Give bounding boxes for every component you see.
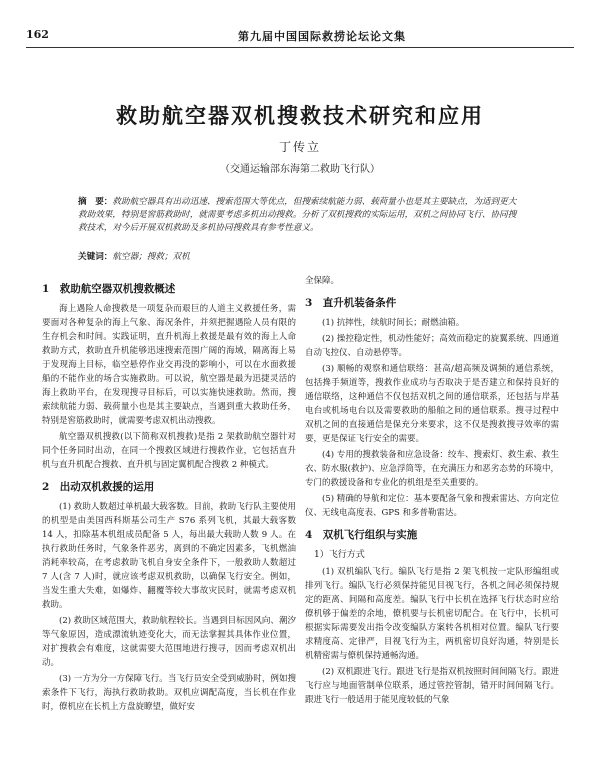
- paragraph: 海上遇险人命搜救是一项复杂而艰巨的人道主义救援任务，需要面对各种复杂的海上气象、海况条件，并须把握遇险人员有限的生存机会和时间。实践证明，直升机海上救援是最有效的海上人命救助方式，救助直升机能够迅速搜索范围广阔的海域，隔离海上易于发现海上目标，临空悬停作业交再没的影响小，可以在水面救援船的不能作业的场合实施救助。可以说，航空器是最为迅捷灵活的海上救助平台，在发现搜寻目标后，可以实施快速救助。然而，搜索续航能力弱、载荷量小也是其主要缺点，当遇到重大救助任务，特别是窖筋救助时，就需要考虑双机出动搜救。: [42, 304, 296, 426]
- list-item: (2) 操控稳定性，机动性能好；高效而稳定的旋翼系统、四通道自动飞控仪、自动悬停等。: [305, 334, 559, 358]
- paragraph: (1) 救助人数超过单机最大载客数。目前，救助飞行队主要使用的机型是由美国西科斯基公司生产 S76 系列飞机，其最大载客数 14 人，扣除基本机组成员配备 5 人，每出最大载助人数 9 人。在执行救助任务时，气象条件恶劣，离到的不确定因素多，飞机燃油消耗率较高，在考虑救助飞机自身安全条件下，一般救助人数超过 7 人(含 7 人)时，就应该考虑双机救助，以确保飞行安全。例如，当发生重大失难，如爆炸、翻覆等较大事故灾民时，就需考虑双机救助。: [42, 502, 296, 610]
- keywords-text: 航空器；搜救；双机: [112, 252, 190, 262]
- paper-title: 救助航空器双机搜救技术研究和应用: [116, 103, 484, 128]
- list-item: (4) 专用的搜救装备和应急设备：绞车、搜索灯、救生索、救生衣、防水服(救护)、应急浮筒等，在充满压力和恶劣态势的环境中，专门的救援设备和专业化的机组是至关重要的。: [305, 450, 559, 488]
- section-1-heading: 1 救助航空器双机搜救概述: [42, 283, 176, 295]
- paragraph: (3) 一方为分一方保障飞行。当飞行员安全受到威胁时，例如搜索条件下飞行，海执行救助救助。双机应调配高度，当长机在作业时，僚机应在长机上方盘旋瞭望，做好安: [42, 674, 296, 712]
- running-title: 第九届中国国际救捞论坛论文集: [238, 30, 406, 43]
- running-header: [26, 28, 574, 44]
- paragraph: 全保障。: [305, 276, 340, 286]
- header-rule: [26, 47, 574, 48]
- list-item: (3) 顺畅的观察和通信联络：甚高/超高频及调频的通信系统，包括搀手频道等，搜救作业成功与否取决于是否建立和保持良好的通信联络，这种通信不仅包括双机之间的通信联系，还包括与岸基电台或机场电台以及需要救助的船舶之间的通信联系。搜寻过程中双机之间的直接通信是保充分来要求，这不仅是搜救搜寻效率的需要，更是保证飞行安全的需要。: [305, 364, 559, 444]
- section-2-heading: 2 出动双机救援的运用: [42, 481, 155, 493]
- list-item: (5) 精确的导航和定位：基本要配备气象和搜索雷达、方向定位仪、无线电高度表、GPS 和多普勒雷达。: [305, 494, 559, 518]
- abstract-label: 摘 要：: [78, 197, 113, 207]
- keywords: [78, 250, 522, 262]
- paragraph: (2) 救助区域范围大，救助航程较长。当遇到目标因风向、潮汐等气象原因，造成漂流轨迹变化大，而无法掌握其具体作业位置，对扩搜救会有难度，这就需要大范围地进行搜寻，因而考虑双机出动。: [42, 616, 296, 668]
- affiliation: （交通运输部东海第二救助飞行队）: [220, 164, 380, 175]
- paragraph: 航空器双机搜救(以下简称双机搜救)是指 2 架救助航空器针对同个任务同时出动，在同一个搜救区域进行搜救作业，它包括直升机与直升机配合搜救、直升机与固定翼机配合搜救 2 种模式。: [42, 432, 296, 470]
- left-column: [42, 274, 296, 716]
- abstract-text: 救助航空器具有出动迅速、搜索范围大等优点，但搜索续航能力弱、载荷量小也是其主要缺点，为适到更大救助效果，特别是窖筋救助时，就需要考虑多机出动搜救。分析了双机搜救的实际运用，双机之间协同飞行、协同搜救技术，对今后开展双机救助及多机协同搜救具有参考性意义。: [78, 197, 517, 233]
- list-item: (2) 双机跟进飞行。跟进飞行是指双机按照时间间隔飞行。跟进飞行应与地面管制单位联系，通过管控管制，错开时间间隔飞行。跟进飞行一般适用于能见度较低的气象: [305, 667, 559, 705]
- list-item: (1) 抗摔性，续航时间长；耐燃油箱。: [322, 318, 465, 328]
- abstract: [78, 196, 522, 235]
- right-column: [305, 274, 559, 709]
- keywords-label: 关键词：: [78, 252, 113, 262]
- section-4-heading: 4 双机飞行组织与实施: [305, 529, 418, 541]
- list-item: (1) 双机编队飞行。编队飞行是指 2 架飞机按一定队形编组或排列飞行。编队飞行必须保持能见目视飞行，各机之间必须保持规定的距离、间隔和高度差。编队飞行中长机在选择飞行状态时应给僚机够于偏差的余地，僚机要与长机密切配合。在飞行中，长机可根据实际需要发出指令改变编队方案转各机相对位置。编队飞行要求精度高、定律严，目视飞行为主，两机密切良好沟通，特别是长机精密需与僚机保持通畅沟通。: [305, 567, 559, 661]
- page-number: 162: [26, 28, 49, 41]
- author: 丁传立: [278, 140, 321, 154]
- section-3-heading: 3 直升机装备条件: [305, 297, 397, 309]
- subsection-heading: 1）飞行方式: [314, 550, 365, 560]
